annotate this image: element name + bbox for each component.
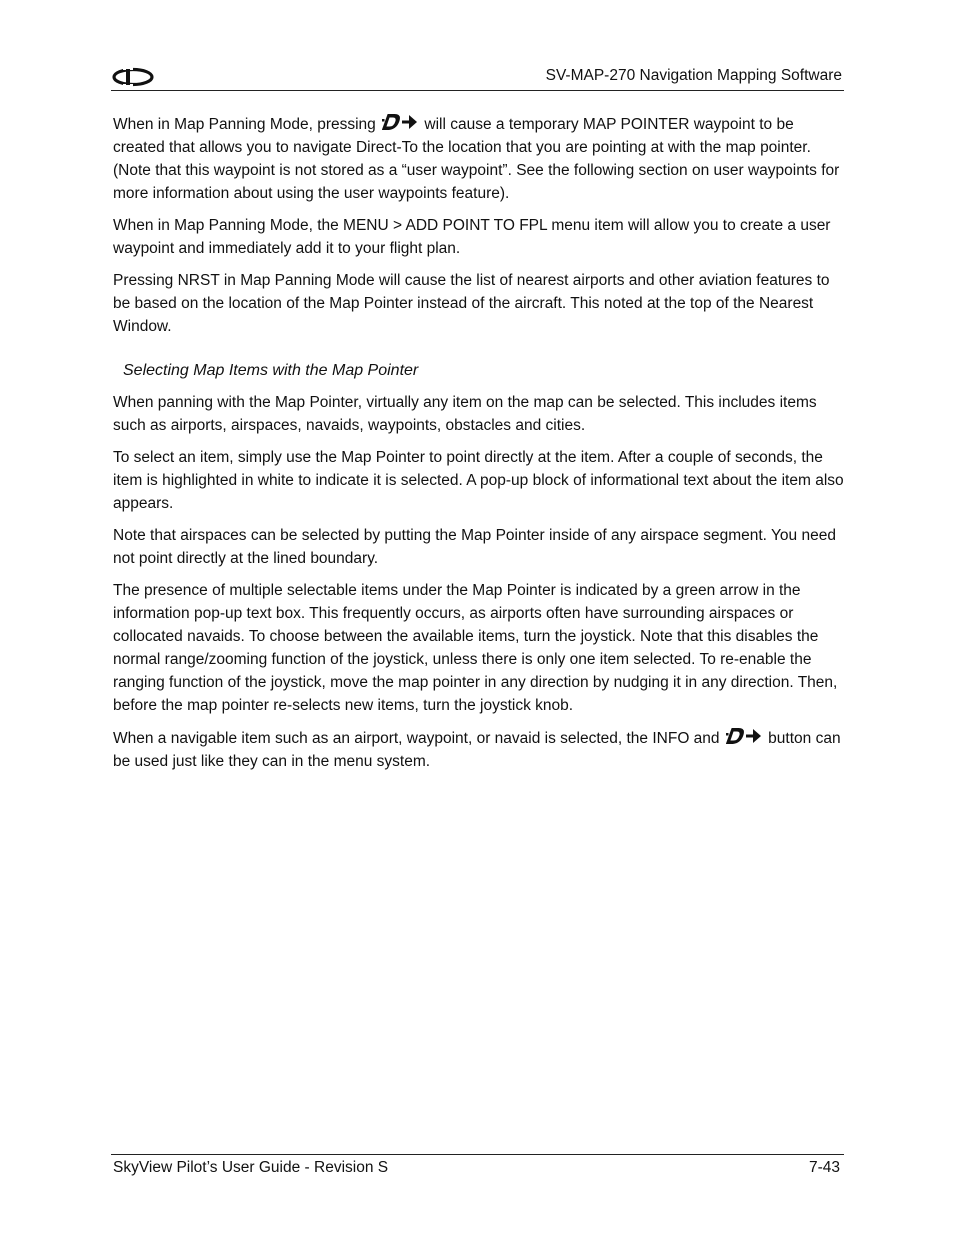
direct-to-icon: [726, 726, 762, 746]
paragraph-select-item: To select an item, simply use the Map Pointer to point directly at the item. After a couple of seconds, the item is highlighted in white to indicate it is selected. A pop-up block of informational text about the item also appears.: [113, 449, 844, 512]
paragraph-selectable-items: When panning with the Map Pointer, virtually any item on the map can be selected. This includes items such as airports, airspaces, navaids, waypoints, obstacles and cities.: [113, 394, 817, 434]
dynon-logo-icon: [111, 67, 155, 87]
direct-to-icon: [382, 112, 418, 132]
paragraph-text: button can be used just like they can in the menu system.: [113, 730, 841, 770]
paragraph-add-point-to-fpl: When in Map Panning Mode, the MENU > ADD POINT TO FPL menu item will allow you to create a user waypoint and immediately add it to your flight plan.: [113, 217, 831, 257]
paragraph-text: will cause a temporary MAP POINTER waypoint to be created that allows you to navigate Direct-To the location that you are pointing at with the map pointer. (Note that this waypoint is not stored as a “user waypoint”. See the following section on user waypoints for more information about using the user waypoints feature).: [113, 116, 840, 202]
page-number: 7-43: [808, 1159, 840, 1176]
paragraph-direct-to-panning: [113, 112, 845, 205]
paragraph-airspace-selection: Note that airspaces can be selected by putting the Map Pointer inside of any airspace segment. You need not point directly at the lined boundary.: [113, 527, 836, 567]
section-heading: Selecting Map Items with the Map Pointer: [123, 362, 419, 379]
footer-guide-title: SkyView Pilot’s User Guide - Revision S: [113, 1159, 389, 1176]
paragraph-info-direct-to: [113, 726, 845, 773]
document-title: SV-MAP-270 Navigation Mapping Software: [545, 67, 842, 84]
page-footer: [111, 1154, 844, 1176]
page-header: [111, 64, 844, 91]
page-body: [113, 112, 845, 782]
paragraph-multiple-items: The presence of multiple selectable items under the Map Pointer is indicated by a green arrow in the information pop-up text box. This frequently occurs, as airports often have surrounding airspaces or collocated navaids. To choose between the available items, turn the joystick. Note that this disables the normal range/zooming function of the joystick, unless there is only one item selected. To re-enable the ranging function of the joystick, move the map pointer in any direction by nudging it in any direction. Then, before the map pointer re-selects new items, turn the joystick knob.: [113, 582, 838, 714]
document-page: [111, 0, 844, 1235]
paragraph-text: When in Map Panning Mode, pressing: [113, 116, 376, 133]
paragraph-nrst-panning: Pressing NRST in Map Panning Mode will cause the list of nearest airports and other aviation features to be based on the location of the Map Pointer instead of the aircraft. This noted at the top of the Nearest Window.: [113, 272, 830, 335]
paragraph-text: When a navigable item such as an airport, waypoint, or navaid is selected, the INFO and: [113, 730, 720, 747]
